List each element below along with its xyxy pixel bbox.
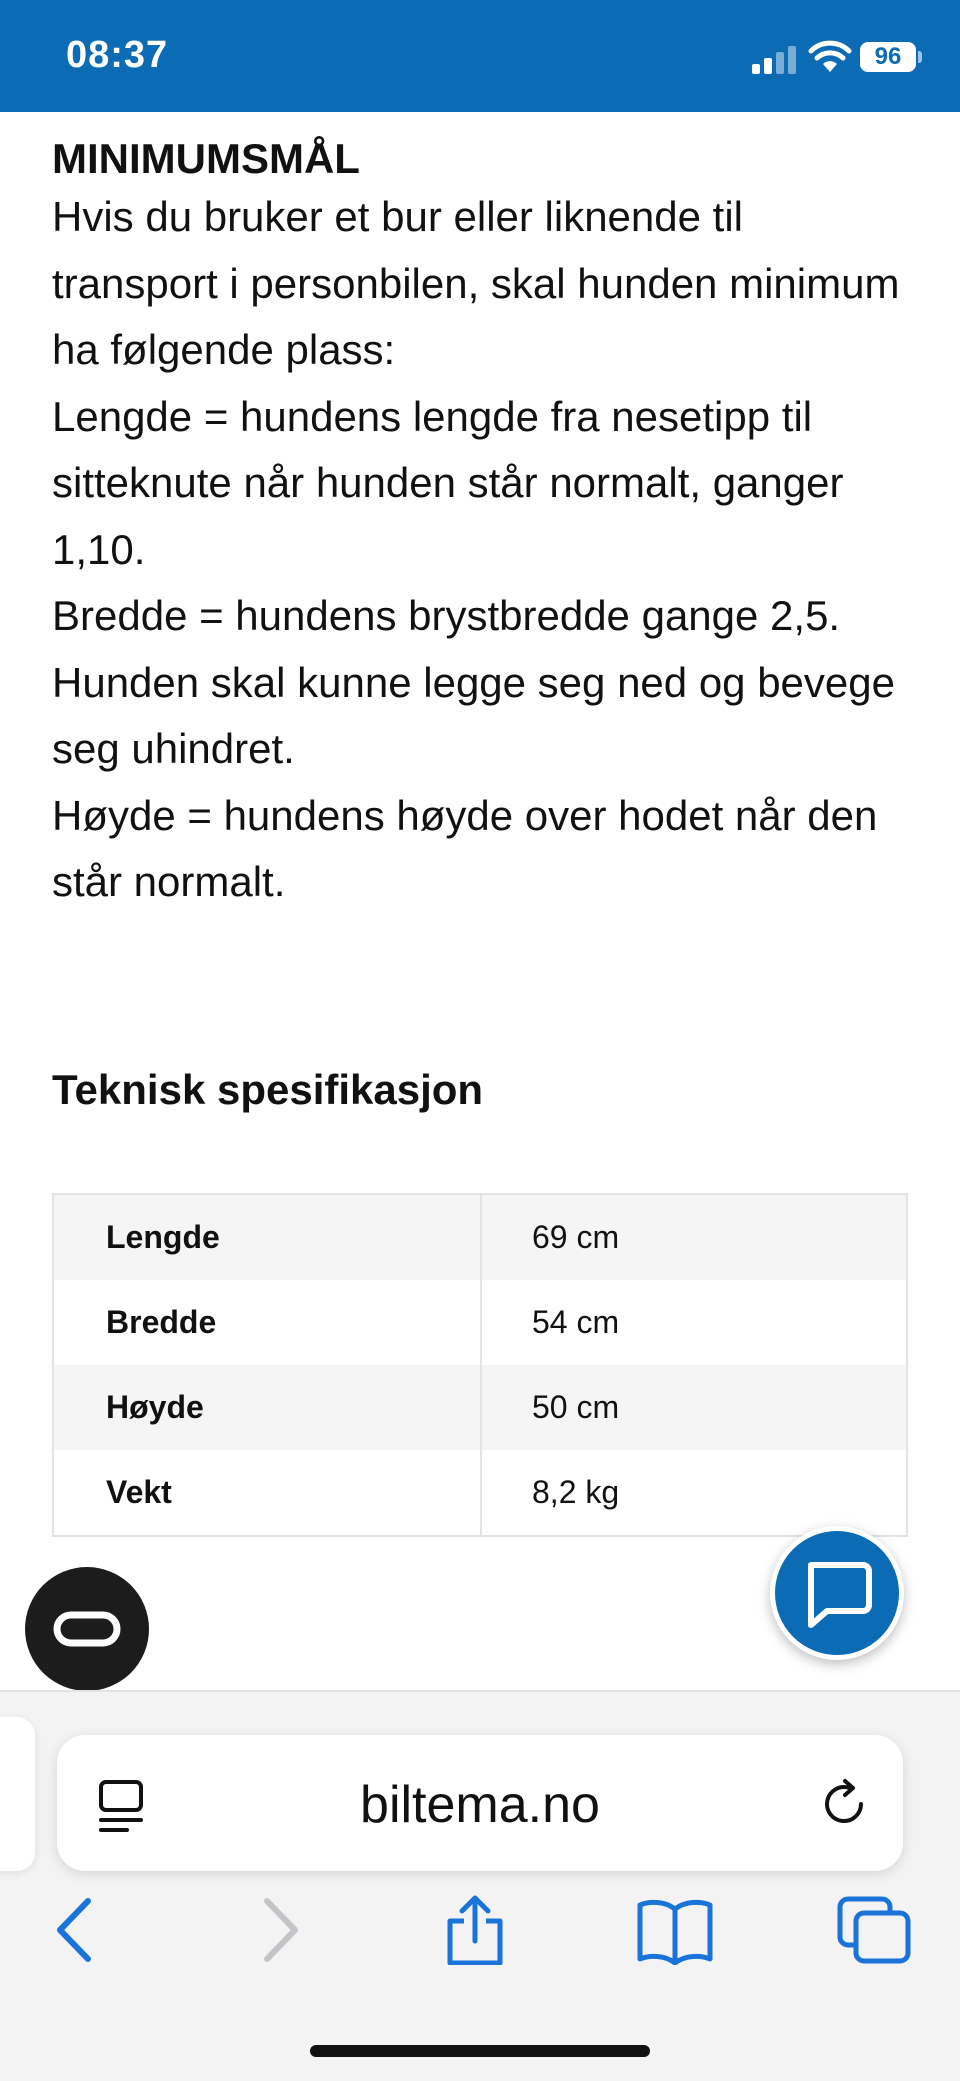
width-paragraph: Bredde = hundens brystbredde gange 2,5. Hunden skal kunne legge seg ned og bevege seg uhindret.	[52, 592, 895, 772]
description-paragraph: Hvis du bruker et bur eller liknende til transport i personbilen, skal hunden minimum ha følgende plass:	[52, 193, 900, 373]
height-paragraph: Høyde = hundens høyde over hodet når den står normalt.	[52, 791, 878, 905]
status-bar	[0, 0, 960, 112]
table-row	[53, 1365, 907, 1450]
wifi-icon	[808, 40, 852, 74]
reload-icon[interactable]	[817, 1777, 871, 1831]
spec-section-title: Teknisk spesifikasjon	[52, 1066, 484, 1113]
battery-indicator: 96	[860, 42, 916, 72]
battery-nub	[918, 51, 922, 63]
spec-label: Lengde	[53, 1194, 481, 1280]
forward-icon[interactable]	[255, 1895, 305, 1965]
back-icon[interactable]	[50, 1895, 100, 1965]
home-indicator	[310, 2045, 650, 2057]
reader-mode-icon	[25, 1567, 149, 1691]
table-row	[53, 1194, 907, 1280]
share-icon[interactable]	[440, 1895, 510, 1965]
spec-label: Høyde	[53, 1365, 481, 1450]
table-row	[53, 1280, 907, 1365]
address-bar[interactable]	[57, 1735, 903, 1871]
signal-icon	[752, 44, 798, 74]
spec-value: 50 cm	[532, 1389, 620, 1425]
spec-label: Bredde	[53, 1280, 481, 1365]
url-text[interactable]: biltema.no	[360, 1776, 600, 1834]
previous-tab-preview[interactable]	[0, 1717, 35, 1871]
status-time: 08:37	[66, 34, 169, 76]
spec-table	[52, 1193, 908, 1537]
minimum-size-heading: MINIMUMSMÅL	[52, 135, 360, 182]
spec-value: 69 cm	[532, 1219, 620, 1255]
reader-mode-button[interactable]	[25, 1567, 149, 1691]
chat-button[interactable]	[770, 1526, 904, 1660]
spec-value: 8,2 kg	[532, 1474, 620, 1510]
table-row	[53, 1450, 907, 1536]
spec-label: Vekt	[53, 1450, 481, 1536]
spec-value: 54 cm	[532, 1304, 620, 1340]
product-description	[52, 120, 912, 916]
tabs-icon[interactable]	[836, 1895, 912, 1965]
length-paragraph: Lengde = hundens lengde fra nesetipp til sitteknute når hunden står normalt, ganger 1,10.	[52, 392, 844, 573]
chat-icon	[775, 1531, 899, 1655]
bookmarks-icon[interactable]	[635, 1895, 715, 1965]
